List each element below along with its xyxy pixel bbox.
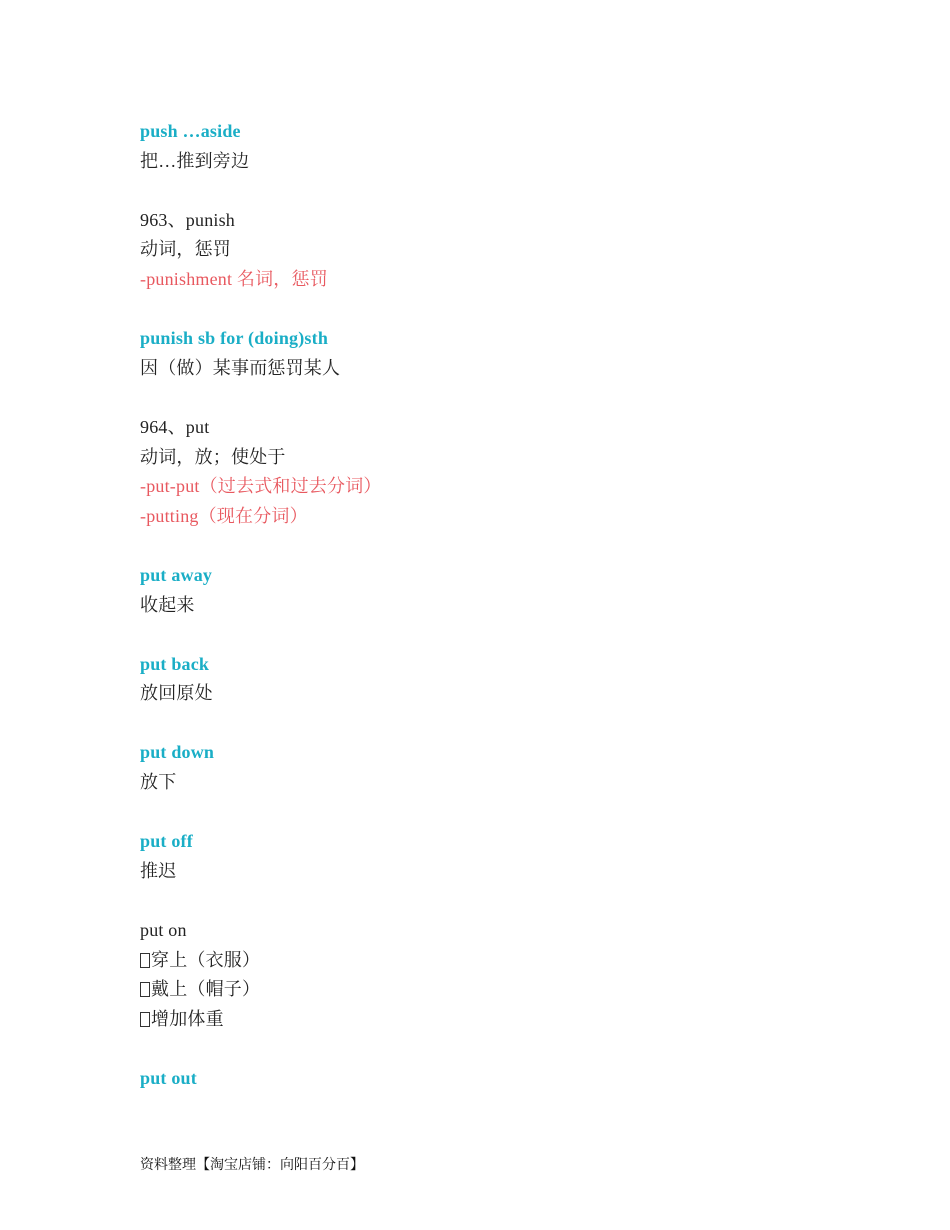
- phrase-push-aside: push …aside: [140, 121, 241, 141]
- sense-text: 增加体重: [151, 1008, 224, 1029]
- spacer: [140, 383, 840, 413]
- spacer: [140, 886, 840, 916]
- phrase-put-on: put on: [140, 920, 187, 941]
- phrase-put-back: put back: [140, 653, 210, 674]
- meaning-punish-sb-for: 因（做）某事而惩罚某人: [140, 357, 341, 378]
- footer-credit: 资料整理【淘宝店铺：向阳百分百】: [140, 1157, 364, 1173]
- meaning-put: 动词，放；使处于: [140, 446, 286, 467]
- missing-glyph-box: [140, 1012, 150, 1027]
- missing-glyph-box: [140, 982, 150, 997]
- sense-text: 穿上（衣服）: [151, 949, 261, 970]
- spacer: [140, 1034, 840, 1064]
- derivative-punishment: -punishment 名词，惩罚: [140, 268, 328, 289]
- meaning-put-away: 收起来: [140, 594, 195, 615]
- spacer: [140, 176, 840, 206]
- sense-text: 戴上（帽子）: [151, 979, 261, 1000]
- phrase-put-down: put down: [140, 742, 215, 763]
- meaning-punish: 动词，惩罚: [140, 239, 231, 260]
- phrase-put-out: put out: [140, 1068, 197, 1088]
- spacer: [140, 709, 840, 739]
- form-put-past: -put-put（过去式和过去分词）: [140, 476, 382, 497]
- meaning-put-down: 放下: [140, 772, 177, 793]
- spacer: [140, 620, 840, 650]
- headword-punish: 963、punish: [140, 209, 236, 230]
- meaning-push-aside: 把…推到旁边: [140, 150, 250, 171]
- missing-glyph-box: [140, 953, 150, 968]
- phrase-put-away: put away: [140, 564, 213, 585]
- form-putting: -putting（现在分词）: [140, 505, 308, 526]
- meaning-put-off: 推迟: [140, 860, 177, 881]
- sense-put-on-hat: [140, 975, 840, 1005]
- spacer: [140, 798, 840, 828]
- vocabulary-list: [140, 117, 840, 1094]
- phrase-punish-sb-for: punish sb for (doing)sth: [140, 328, 329, 349]
- sense-put-on-clothes: [140, 946, 840, 976]
- sense-put-on-weight: [140, 1005, 840, 1035]
- spacer: [140, 531, 840, 561]
- meaning-put-back: 放回原处: [140, 683, 213, 704]
- spacer: [140, 295, 840, 325]
- phrase-put-off: put off: [140, 831, 193, 852]
- headword-put: 964、put: [140, 416, 210, 437]
